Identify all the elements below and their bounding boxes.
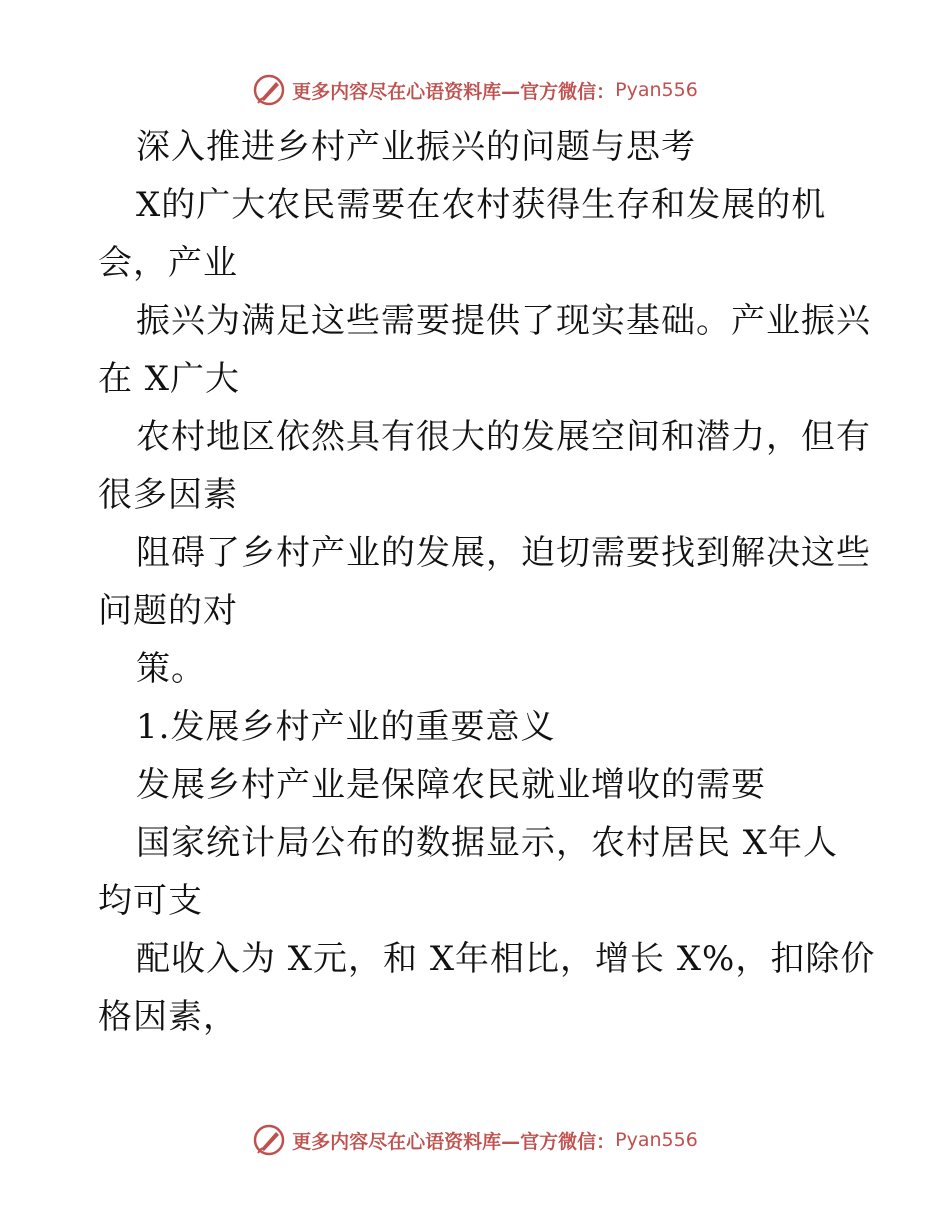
quill-logo-icon <box>252 1123 286 1157</box>
paragraph-line: 会，产业 <box>98 243 238 283</box>
paragraph-line: 国家统计局公布的数据显示，农村居民 X年人 <box>136 823 839 863</box>
watermark-wechat-id: Pyan556 <box>615 1129 698 1151</box>
watermark-wechat-id: Pyan556 <box>615 79 698 101</box>
paragraph-line: 在 X广大 <box>98 359 241 399</box>
paragraph-line: 均可支 <box>98 881 203 921</box>
section-heading: 1.发展乡村产业的重要意义 <box>136 707 556 747</box>
footer-watermark <box>0 1120 950 1160</box>
paragraph-line: X的广大农民需要在农村获得生存和发展的机 <box>136 185 827 225</box>
header-watermark <box>0 70 950 110</box>
paragraph-line: 阻碍了乡村产业的发展，迫切需要找到解决这些 <box>136 533 871 573</box>
document-title: 深入推进乡村产业振兴的问题与思考 <box>136 127 696 167</box>
watermark-text: 更多内容尽在心语资料库—官方微信： <box>292 80 616 103</box>
paragraph-line: 振兴为满足这些需要提供了现实基础。产业振兴 <box>136 301 871 341</box>
quill-logo-icon <box>252 73 286 107</box>
paragraph-line: 配收入为 X元，和 X年相比，增长 X%，扣除价 <box>136 939 876 979</box>
subheading: 发展乡村产业是保障农民就业增收的需要 <box>136 765 766 805</box>
paragraph-line: 策。 <box>136 649 206 689</box>
paragraph-line: 农村地区依然具有很大的发展空间和潜力，但有 <box>136 417 871 457</box>
paragraph-line: 格因素， <box>98 997 238 1037</box>
paragraph-line: 问题的对 <box>98 591 238 631</box>
watermark-text: 更多内容尽在心语资料库—官方微信： <box>292 1130 616 1153</box>
paragraph-line: 很多因素 <box>98 475 238 515</box>
